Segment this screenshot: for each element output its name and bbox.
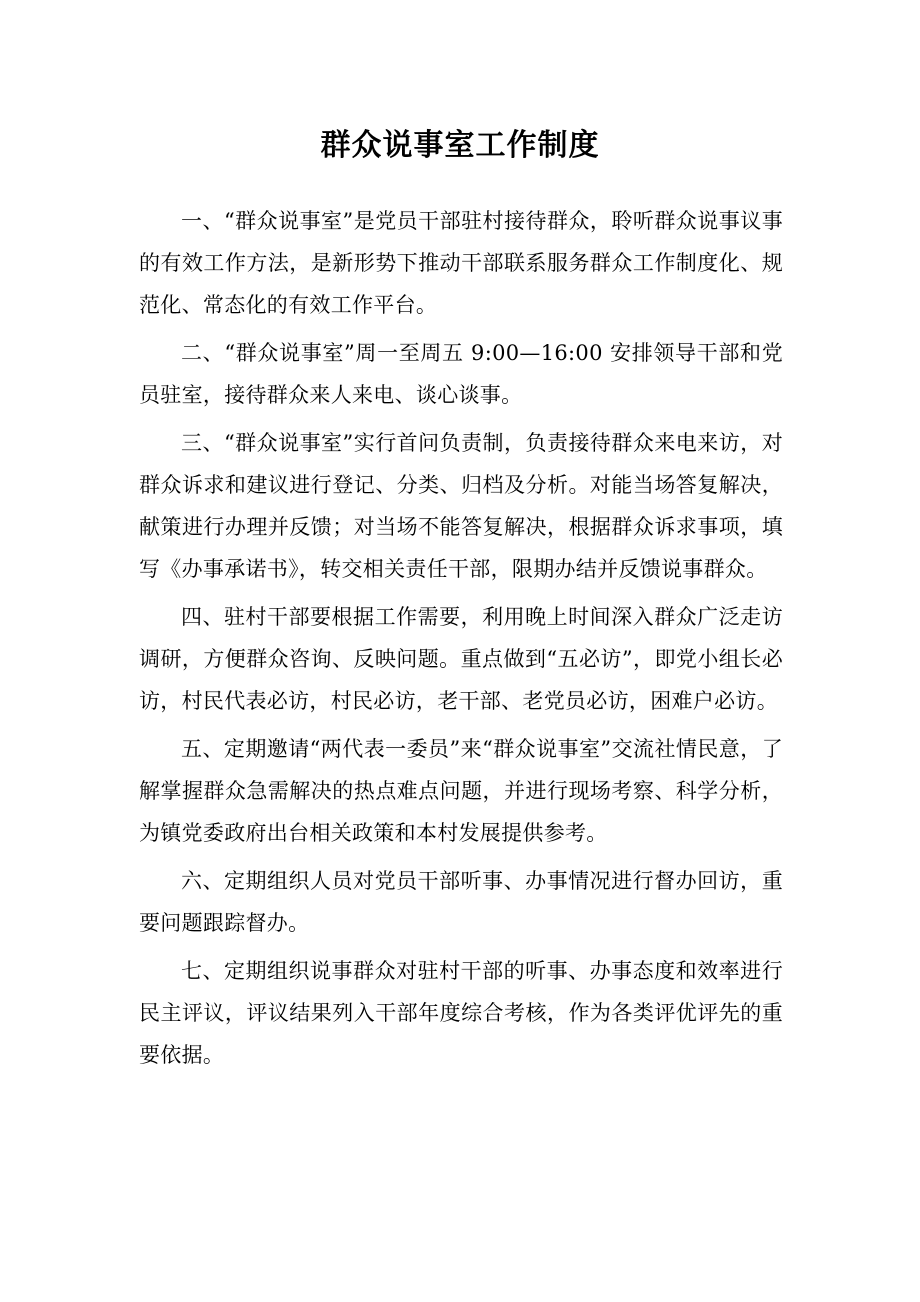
paragraph-1: 一、“群众说事室”是党员干部驻村接待群众，聆听群众说事议事的有效工作方法，是新形势下推动干部联系服务群众工作制度化、规范化、常态化的有效工作平台。 bbox=[139, 209, 783, 317]
paragraph-4: 四、驻村干部要根据工作需要，利用晚上时间深入群众广泛走访调研，方便群众咨询、反映问题。重点做到“五必访”，即党小组长必访，村民代表必访，村民必访，老干部、老党员必访，困难户必访。 bbox=[139, 605, 783, 713]
paragraph-3: 三、“群众说事室”实行首问负责制，负责接待群众来电来访，对群众诉求和建议进行登记、分类、归档及分析。对能当场答复解决，献策进行办理并反馈；对当场不能答复解决，根据群众诉求事项，填写《办事承诺书》，转交相关责任干部，限期办结并反馈说事群众。 bbox=[139, 431, 783, 581]
document-title: 群众说事室工作制度 bbox=[320, 128, 600, 163]
paragraph-7: 七、定期组织说事群众对驻村干部的听事、办事态度和效率进行民主评议，评议结果列入干部年度综合考核，作为各类评优评先的重要依据。 bbox=[139, 959, 783, 1067]
document-body bbox=[139, 200, 783, 1082]
paragraph-5: 五、定期邀请“两代表一委员”来“群众说事室”交流社情民意，了解掌握群众急需解决的热点难点问题，并进行现场考察、科学分析，为镇党委政府出台相关政策和本村发展提供参考。 bbox=[139, 737, 783, 845]
paragraph-6: 六、定期组织人员对党员干部听事、办事情况进行督办回访，重要问题跟踪督办。 bbox=[139, 869, 783, 935]
paragraph-2: 二、“群众说事室”周一至周五 9:00—16:00 安排领导干部和党员驻室，接待群众来人来电、谈心谈事。 bbox=[139, 341, 783, 407]
